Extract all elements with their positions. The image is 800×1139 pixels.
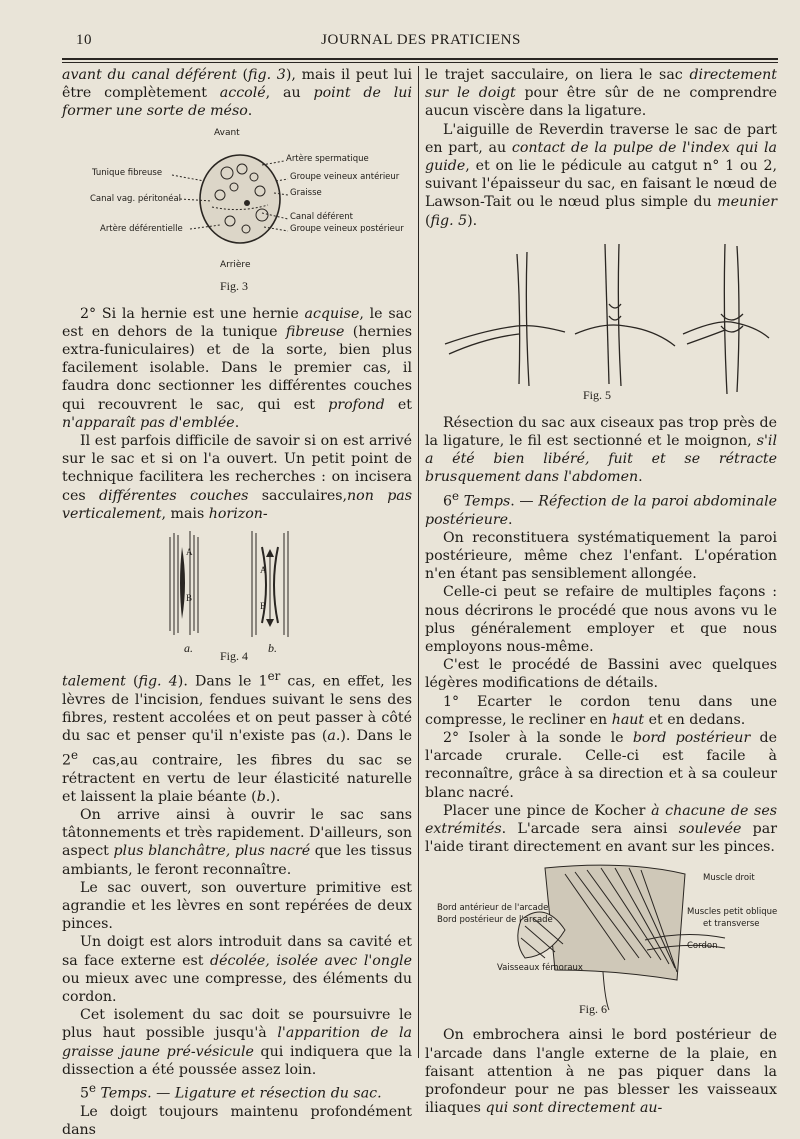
paragraph: Celle-ci peut se refaire de multiples façons : nous décrirons le procédé que nous avons vu le plus généralement employer et que nous employons nous-même.: [425, 584, 777, 655]
fig6-label: et transverse: [703, 919, 760, 930]
text: (hernies extra-funiculaires) et de la sorte, bien plus facilement isolable. Dans le premier cas, il faudra donc sectionner les différentes couches qui recouvrent le sac, qui est: [62, 323, 412, 413]
text-italic: Temps. —: [96, 1085, 175, 1102]
paragraph: Le sac ouvert, son ouverture primitive est agrandie et les lèvres en sont repérées de deux pinces.: [62, 879, 412, 933]
text-italic: b.: [256, 788, 271, 805]
journal-title: JOURNAL DES PRATICIENS: [321, 32, 521, 48]
fig5-caption: Fig. 5: [583, 387, 612, 402]
fig4-incisions: [62, 527, 412, 663]
text-italic: l'apparition de la graisse jaune pré-vésicule: [62, 1025, 412, 1060]
paragraph: C'est le procédé de Bassini avec quelques légères modifications de détails.: [425, 657, 777, 692]
text: .: [247, 103, 253, 120]
text: 1° Ecarter le cordon tenu dans une compresse, le recliner en: [425, 693, 777, 728]
text-italic: directement sur le doigt: [425, 67, 777, 102]
fig3-label: Graisse: [290, 187, 322, 198]
text: (: [125, 673, 139, 690]
text: (: [425, 212, 431, 229]
text-italic: horizon-: [208, 505, 268, 522]
fig4-mark-B: B: [260, 601, 267, 612]
text-italic: bord postérieur: [632, 730, 751, 747]
text: L'aiguille de Reverdin traverse le sac de part en part, au: [425, 121, 777, 156]
text-italic: plus blanchâtre, plus nacré: [113, 843, 311, 860]
fig3-label-avant: Avant: [214, 127, 240, 138]
text-italic: haut: [611, 711, 645, 728]
figure-6: [425, 860, 777, 1022]
text: On embrochera ainsi le bord postérieur de l'arcade dans l'angle externe de la plaie, en faisant attention à ne pas piquer dans la profondeur pour ne pas blesser les vaisseaux iliaques: [425, 1027, 777, 1117]
text-italic: fibreuse: [285, 323, 345, 340]
text-italic: accolé: [219, 85, 266, 102]
text-italic: Ligature et résection du sac.: [174, 1085, 382, 1102]
text-italic: soulevée: [678, 821, 742, 838]
fig3-label-arriere: Arrière: [220, 259, 251, 270]
paragraph: On reconstituera systématiquement la paroi postérieure, même chez l'enfant. L'opération n'en étant pas sensiblement allongée.: [425, 529, 777, 583]
text-italic: contact de la pulpe de l'index qui la guide: [425, 139, 777, 175]
fig4-mark-A: A: [186, 547, 193, 558]
left-column: [62, 66, 412, 1139]
paragraph: [62, 432, 412, 523]
text: ).: [467, 212, 478, 229]
fig3-label: Canal déférent: [290, 211, 353, 222]
fig3-label: Artère déférentielle: [100, 223, 183, 234]
text: que les tissus ambiants, le feront reconnaître.: [62, 843, 412, 878]
text: On arrive ainsi à ouvrir le sac sans tâtonnements et très rapidement. D'ailleurs, son aspect: [62, 806, 412, 860]
text: .: [234, 414, 240, 431]
text: . —: [510, 493, 539, 510]
text-italic: qui sont directement au-: [485, 1100, 663, 1117]
paragraph: [425, 802, 777, 857]
fig3-label: Artère spermatique: [286, 153, 369, 164]
text-italic: fig. 3: [248, 67, 286, 83]
text-italic: acquise: [304, 305, 360, 322]
text: Placer une pince de Kocher: [443, 802, 652, 819]
paragraph: [425, 414, 777, 487]
fig3-caption: Fig. 3: [220, 278, 249, 293]
page-number: 10: [76, 32, 92, 48]
fig4-label-a: a.: [184, 641, 193, 656]
fig3-label: Groupe veineux postérieur: [290, 223, 404, 234]
fig6-label: Bord postérieur de l'arcade: [437, 915, 553, 926]
text: , au: [265, 85, 314, 102]
text-italic: a.: [327, 728, 341, 745]
column-divider: [418, 66, 419, 1058]
text-italic: profond: [328, 396, 385, 413]
fig6-label: Bord antérieur de l'arcade: [437, 903, 549, 914]
fig4-mark-B: B: [186, 593, 193, 604]
fig4-label-b: b.: [268, 641, 277, 656]
superscript: e: [71, 747, 79, 762]
superscript: e: [89, 1080, 97, 1095]
fig3-label: Groupe veineux antérieur: [290, 171, 400, 182]
text: cas, en effet, les lèvres de l'incision, fendues suivant le sens des fibres, restent accolées et on peut passer à côté du sac et penser qu'il n'existe pas (: [62, 673, 412, 745]
page-header: [70, 28, 772, 54]
fig3-cross-section: [62, 125, 412, 301]
fig3-label: Canal vag. péritonéal: [90, 193, 182, 204]
text: Un doigt est alors introduit dans sa cavité et sa face externe est: [62, 934, 412, 969]
text-italic: s'il a été bien libéré, fuit et se rétracte brusquement dans l'abdomen: [425, 433, 777, 486]
paragraph: [425, 66, 777, 121]
text: ). Dans le 1: [177, 673, 268, 690]
fig6-label: Muscles petit oblique: [687, 907, 778, 918]
paragraph: Le doigt toujours maintenu profondément dans: [62, 1103, 412, 1139]
header-rule: [62, 58, 778, 60]
text: .: [508, 511, 513, 528]
section-heading: [62, 1079, 412, 1103]
text: pour être sûr de ne comprendre aucun viscère dans la ligature.: [425, 85, 777, 120]
paragraph: [425, 729, 777, 802]
text: de l'arcade crurale. Celle-ci est facile à reconnaître, grâce à sa direction et à sa couleur blanc nacré.: [425, 730, 777, 801]
fig6-anatomy: [425, 860, 777, 1022]
text: 2° Si la hernie est une hernie: [80, 305, 305, 322]
text: , et on lie le pédicule au catgut n° 1 ou 2, suivant l'épaisseur du sac, en faisant le nœud de Lawson-Tait ou le nœud plus simple du: [425, 158, 777, 211]
paragraph: [425, 121, 777, 230]
fig3-label: Tunique fibreuse: [92, 167, 163, 178]
text: et: [384, 396, 413, 413]
text: , mais: [161, 505, 209, 522]
fig6-label: Muscle droit: [703, 873, 755, 884]
text-italic: fig. 4: [138, 673, 178, 690]
text: ).: [270, 788, 281, 805]
text: Résection du sac aux ciseaux pas trop près de la ligature, le fil est sectionné et le moignon,: [425, 414, 777, 450]
paragraph: [62, 806, 412, 879]
right-column: [425, 66, 777, 1117]
superscript: er: [267, 669, 281, 684]
text-italic: Temps: [463, 493, 511, 510]
superscript: e: [452, 488, 460, 503]
text-italic: avant du canal déférent: [62, 67, 237, 83]
fig5-ligature: [425, 234, 777, 410]
text: Il est parfois difficile de savoir si on est arrivé sur le sac et si on l'a ouvert. Un petit point de technique facilitera les recherches : on incisera ces: [62, 433, 412, 504]
text: ou mieux avec une compresse, des éléments du cordon.: [62, 970, 412, 1005]
text: .: [638, 469, 643, 486]
text: ), mais il peut lui être complètement: [62, 67, 413, 102]
header-rule-thin: [62, 62, 778, 63]
text: (: [236, 67, 249, 83]
paragraph: [62, 66, 412, 121]
section-heading: [425, 487, 777, 529]
text-italic: n'apparaît pas d'emblée: [62, 414, 235, 431]
text-italic: décolée, isolée avec l'ongle: [210, 952, 412, 969]
paragraph: [62, 305, 412, 432]
text: sacculaires,: [248, 487, 348, 504]
text-italic: talement: [62, 673, 126, 690]
paragraph: [425, 693, 777, 729]
paragraph: [62, 667, 412, 806]
fig4-mark-A: A: [260, 565, 267, 576]
fig6-label: Vaisseaux fémoraux: [497, 963, 583, 974]
fig6-label: Cordon: [687, 941, 718, 952]
text: cas,au contraire, les fibres du sac se rétractent en vertu de leur élasticité naturelle et laissent la plaie béante (: [62, 752, 412, 805]
figure-4: [62, 527, 412, 663]
text: et en dedans.: [644, 711, 746, 728]
text: 2° Isoler à la sonde le: [443, 730, 633, 747]
figure-3: [62, 125, 412, 301]
text: par l'aide tirant directement en avant sur les pinces.: [425, 821, 777, 856]
text: le trajet sacculaire, on liera le sac: [425, 67, 690, 83]
text-italic: meunier: [717, 194, 777, 211]
figure-5: [425, 234, 777, 410]
text: 5: [80, 1085, 90, 1102]
text-italic: non pas verticalement: [62, 487, 413, 522]
text-italic: Réfection de la paroi abdominale postérieure: [425, 493, 777, 528]
paragraph: [62, 933, 412, 1006]
text: Cet isolement du sac doit se poursuivre le plus haut possible jusqu'à: [62, 1007, 412, 1042]
text: qui indiquera que la dissection a été poussée assez loin.: [62, 1043, 412, 1078]
text-italic: à chacune de ses extrémités: [425, 802, 777, 838]
fig6-caption: Fig. 6: [579, 1002, 608, 1017]
paragraph: [425, 1026, 777, 1117]
text: ). Dans le 2: [62, 728, 413, 769]
paragraph: [62, 1006, 412, 1079]
text: . L'arcade sera ainsi: [501, 821, 679, 838]
fig4-caption: Fig. 4: [220, 649, 249, 664]
text-italic: fig. 5: [430, 212, 468, 229]
text: , le sac est en dehors de la tunique: [62, 305, 413, 340]
text-italic: point de lui former une sorte de méso: [62, 85, 412, 120]
text-italic: différentes couches: [98, 487, 249, 504]
text: 6: [443, 493, 453, 510]
